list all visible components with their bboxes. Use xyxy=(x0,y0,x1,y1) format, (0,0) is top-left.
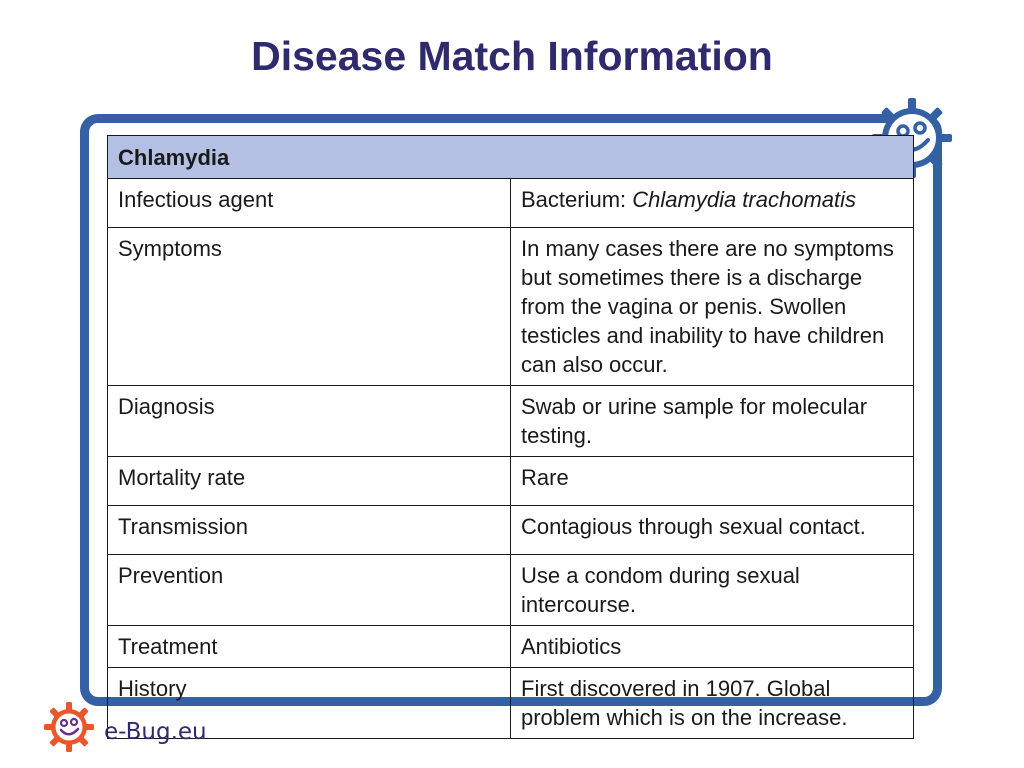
row-label: Prevention xyxy=(108,555,511,626)
disease-name-header: Chlamydia xyxy=(108,136,914,179)
table-row xyxy=(108,506,914,555)
ebug-microbe-logo-icon xyxy=(44,702,94,752)
disease-info-table xyxy=(107,135,914,739)
row-label: Symptoms xyxy=(108,228,511,386)
row-label: Diagnosis xyxy=(108,386,511,457)
row-value: First discovered in 1907. Global problem which is on the increase. xyxy=(511,668,914,739)
table-row xyxy=(108,457,914,506)
table-row xyxy=(108,386,914,457)
row-value: In many cases there are no symptoms but sometimes there is a discharge from the vagina or penis. Swollen testicles and inability to have children can also occur. xyxy=(511,228,914,386)
table-row xyxy=(108,228,914,386)
row-value: Rare xyxy=(511,457,914,506)
footer-brand-link[interactable]: e-Bug.eu xyxy=(104,719,207,745)
species-name: Chlamydia trachomatis xyxy=(632,187,857,212)
table-row xyxy=(108,626,914,668)
table-row xyxy=(108,668,914,739)
row-label: Infectious agent xyxy=(108,179,511,228)
value-prefix: Bacterium: xyxy=(521,187,633,212)
row-label: Transmission xyxy=(108,506,511,555)
row-value: Swab or urine sample for molecular testing. xyxy=(511,386,914,457)
row-value: Use a condom during sexual intercourse. xyxy=(511,555,914,626)
row-label: Mortality rate xyxy=(108,457,511,506)
row-value: Contagious through sexual contact. xyxy=(511,506,914,555)
page-title: Disease Match Information xyxy=(251,33,773,79)
table-row xyxy=(108,555,914,626)
row-label: Treatment xyxy=(108,626,511,668)
row-value: Antibiotics xyxy=(511,626,914,668)
row-value xyxy=(511,179,914,228)
table-row xyxy=(108,179,914,228)
row-label: History xyxy=(108,668,511,739)
